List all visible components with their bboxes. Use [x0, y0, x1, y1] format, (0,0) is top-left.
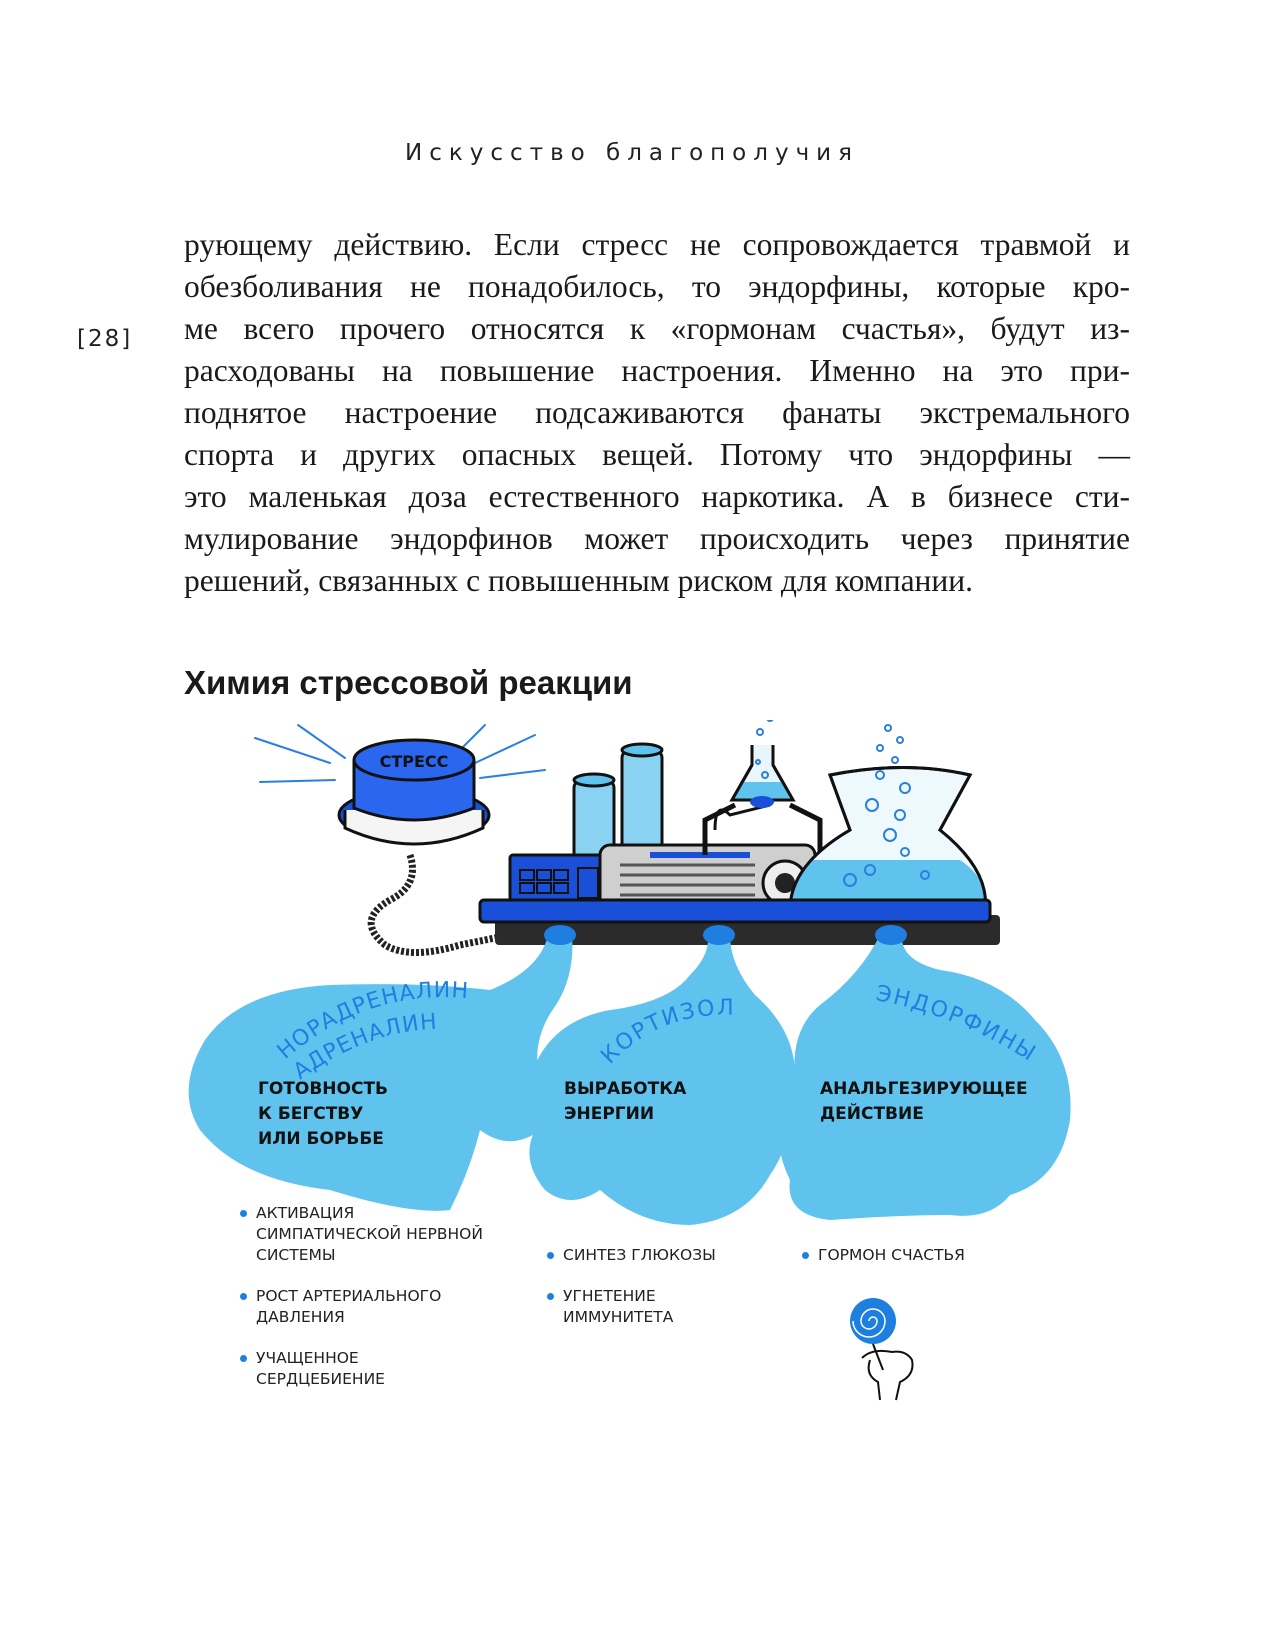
list-item: ГОРМОН СЧАСТЬЯ — [800, 1245, 1020, 1266]
platform-top — [480, 900, 990, 922]
effect-line: ВЫРАБОТКА — [564, 1079, 687, 1099]
stress-button-label: СТРЕСС — [379, 752, 449, 771]
label-cortisol: кортизол — [596, 995, 736, 1070]
blob-noradrenaline — [189, 935, 573, 1211]
effect-line: ДЕЙСТВИЕ — [820, 1104, 924, 1124]
body-line: это маленькая доза естественного наркотика. А в бизнесе сти- — [184, 479, 1130, 514]
bullets-endorphins — [800, 1245, 1020, 1286]
list-item: СИНТЕЗ ГЛЮКОЗЫ — [545, 1245, 765, 1266]
bullets-cortisol — [545, 1245, 765, 1348]
effect-energy-production — [564, 1077, 686, 1127]
body-line: поднятое настроение подсаживаются фанаты экстремального — [184, 395, 1130, 430]
body-line: расходованы на повышение настроения. Именно на это при- — [184, 353, 1130, 388]
effect-line: К БЕГСТВУ — [258, 1104, 364, 1124]
effect-line: ГОТОВНОСТЬ — [258, 1079, 388, 1099]
flask-icon — [705, 720, 820, 855]
body-line: мулирование эндорфинов может происходить через принятие — [184, 521, 1130, 556]
running-title: Искусство благополучия — [405, 140, 859, 166]
lollipop-hand-icon — [850, 1298, 913, 1400]
label-adrenaline: адреналин — [289, 1009, 439, 1085]
effect-line: АНАЛЬГЕЗИРУЮЩЕЕ — [820, 1079, 1028, 1099]
bullets-adrenaline — [238, 1203, 488, 1410]
stress-button-icon — [255, 725, 545, 844]
list-item: АКТИВАЦИЯ СИМПАТИЧЕСКОЙ НЕРВНОЙ СИСТЕМЫ — [238, 1203, 488, 1266]
beaker-icon — [790, 720, 986, 910]
body-line: решений, связанных с повышенным риском для компании. — [184, 563, 974, 598]
effect-fight-or-flight — [258, 1077, 388, 1152]
list-item: УЧАЩЕННОЕ СЕРДЦЕБИЕНИЕ — [238, 1348, 488, 1390]
body-line: ме всего прочего относятся к «гормонам счастья», будут из- — [184, 311, 1130, 346]
section-title: Химия стрессовой реакции — [184, 664, 633, 701]
page-number: [28] — [77, 326, 133, 352]
effect-analgesic — [820, 1077, 1028, 1127]
body-paragraph — [184, 224, 1130, 602]
list-item: РОСТ АРТЕРИАЛЬНОГО ДАВЛЕНИЯ — [238, 1286, 488, 1328]
label-endorphins: эндорфины — [873, 981, 1042, 1068]
effect-line: ИЛИ БОРЬБЕ — [258, 1129, 384, 1149]
label-noradrenaline: норадреналин — [272, 978, 470, 1065]
body-line: рующему действию. Если стресс не сопровождается травмой и — [184, 227, 1130, 262]
body-line: спорта и других опасных вещей. Потому что эндорфины — — [184, 437, 1130, 472]
list-item: УГНЕТЕНИЕ ИММУНИТЕТА — [545, 1286, 765, 1328]
effect-line: ЭНЕРГИИ — [564, 1104, 655, 1124]
body-line: обезболивания не понадобилось, то эндорфины, которые кро- — [184, 269, 1130, 304]
